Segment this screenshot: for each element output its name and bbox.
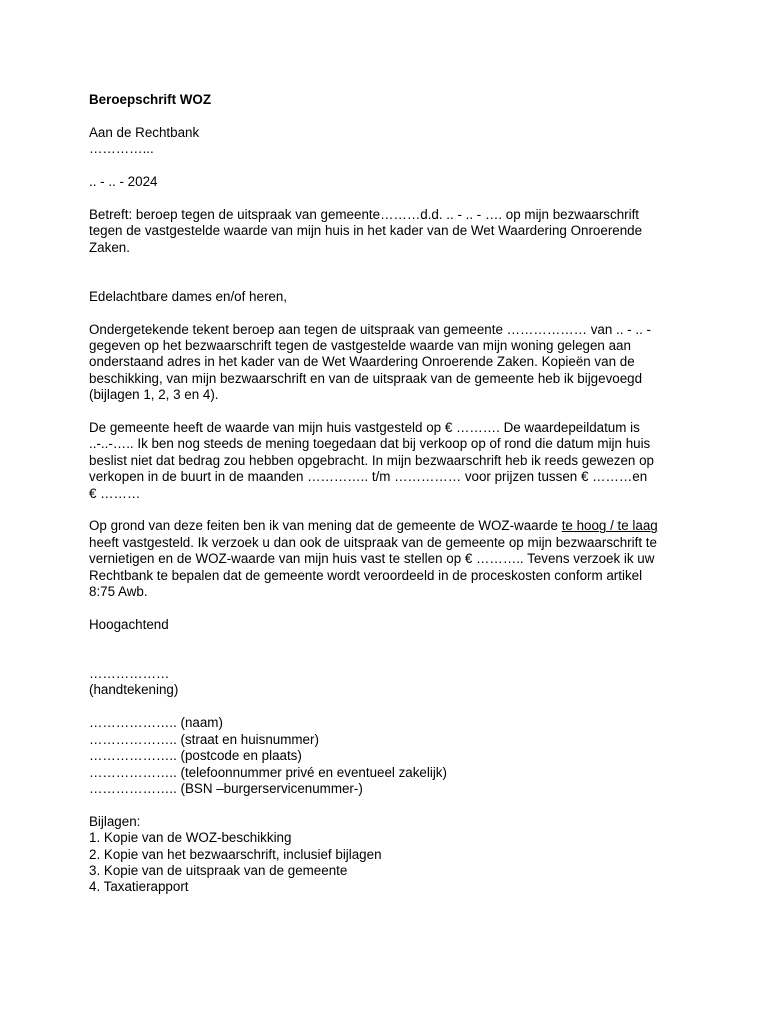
attachment-item: 1. Kopie van de WOZ-beschikking: [89, 830, 292, 846]
subject-line: Zaken.: [89, 239, 130, 255]
detail-line-name: ……………….. (naam): [89, 715, 223, 731]
addressee: [89, 125, 689, 158]
subject-line: tegen de vastgestelde waarde van mijn huis in het kader van de Wet Waardering Onroerende: [89, 223, 643, 239]
paragraph-line: heeft vastgesteld. Ik verzoek u dan ook de uitspraak van de gemeente op mijn bezwaarschrift te: [89, 534, 657, 550]
addressee-placeholder: …………...: [89, 141, 154, 157]
detail-line-bsn: ……………….. (BSN –burgerservicenummer-): [89, 780, 363, 796]
attachments-heading: Bijlagen:: [89, 813, 141, 829]
paragraph-appeal: [89, 322, 689, 404]
paragraph-line: vernietigen en de WOZ-waarde van mijn huis vast te stellen op € ……….. Tevens verzoek ik uw: [89, 551, 655, 567]
subject-line: Betreft: beroep tegen de uitspraak van gemeente………d.d. .. - .. - …. op mijn bezwaarschrift: [89, 206, 640, 222]
letter-date: .. - .. - 2024: [89, 174, 158, 189]
paragraph-line: verkopen in de buurt in de maanden ………….. t/m …………… voor prijzen tussen € ………en: [89, 469, 648, 485]
paragraph-line: onderstaand adres in het kader van de Wet Waardering Onroerende Zaken. Kopieën van de: [89, 354, 635, 370]
paragraph-line: [89, 518, 689, 534]
paragraph-line: De gemeente heeft de waarde van mijn huis vastgesteld op € ………. De waardepeildatum is: [89, 420, 640, 436]
paragraph-line: (bijlagen 1, 2, 3 en 4).: [89, 387, 219, 403]
attachments-list: [89, 814, 689, 896]
paragraph-line: gegeven op het bezwaarschrift tegen de vastgestelde waarde van mijn woning gelegen aan: [89, 338, 631, 354]
sender-details: [89, 715, 689, 797]
paragraph-request: [89, 518, 689, 600]
attachment-item: 3. Kopie van de uitspraak van de gemeente: [89, 862, 348, 878]
paragraph-line: ..-..-….. Ik ben nog steeds de mening toegedaan dat bij verkoop op of rond die datum mijn huis: [89, 436, 651, 452]
signature-block: [89, 666, 689, 699]
attachment-item: 4. Taxatierapport: [89, 879, 189, 895]
closing: Hoogachtend: [89, 616, 169, 632]
letter-body: [89, 92, 689, 896]
paragraph-line: € ………: [89, 485, 141, 501]
paragraph-line: 8:75 Awb.: [89, 584, 148, 600]
paragraph-line: Rechtbank te bepalen dat de gemeente wordt veroordeeld in de proceskosten conform artikel: [89, 567, 643, 583]
paragraph-text: Op grond van deze feiten ben ik van mening dat de gemeente de WOZ-waarde: [89, 518, 562, 534]
attachment-item: 2. Kopie van het bezwaarschrift, inclusief bijlagen: [89, 846, 382, 862]
paragraph-line: Ondergetekende tekent beroep aan tegen de uitspraak van gemeente ……………… van .. - .. -: [89, 321, 651, 337]
paragraph-line: beschikking, van mijn bezwaarschrift en van de uitspraak van de gemeente heb ik bijgevoegd: [89, 370, 643, 386]
detail-line-postcode: ……………….. (postcode en plaats): [89, 748, 302, 764]
paragraph-valuation: [89, 420, 689, 502]
underlined-choice: te hoog / te laag: [561, 518, 658, 534]
signature-label: (handtekening): [89, 682, 179, 698]
document-title: Beroepschrift WOZ: [89, 92, 212, 107]
subject-paragraph: [89, 207, 689, 256]
detail-line-phone: ……………….. (telefoonnummer privé en eventueel zakelijk): [89, 764, 447, 780]
signature-line: ………………: [89, 666, 170, 682]
detail-line-street: ……………….. (straat en huisnummer): [89, 731, 319, 747]
addressee-line: Aan de Rechtbank: [89, 124, 200, 140]
salutation: Edelachtbare dames en/of heren,: [89, 288, 288, 304]
paragraph-line: beslist niet dat bedrag zou hebben opgebracht. In mijn bezwaarschrift heb ik reeds gewezen op: [89, 452, 654, 468]
